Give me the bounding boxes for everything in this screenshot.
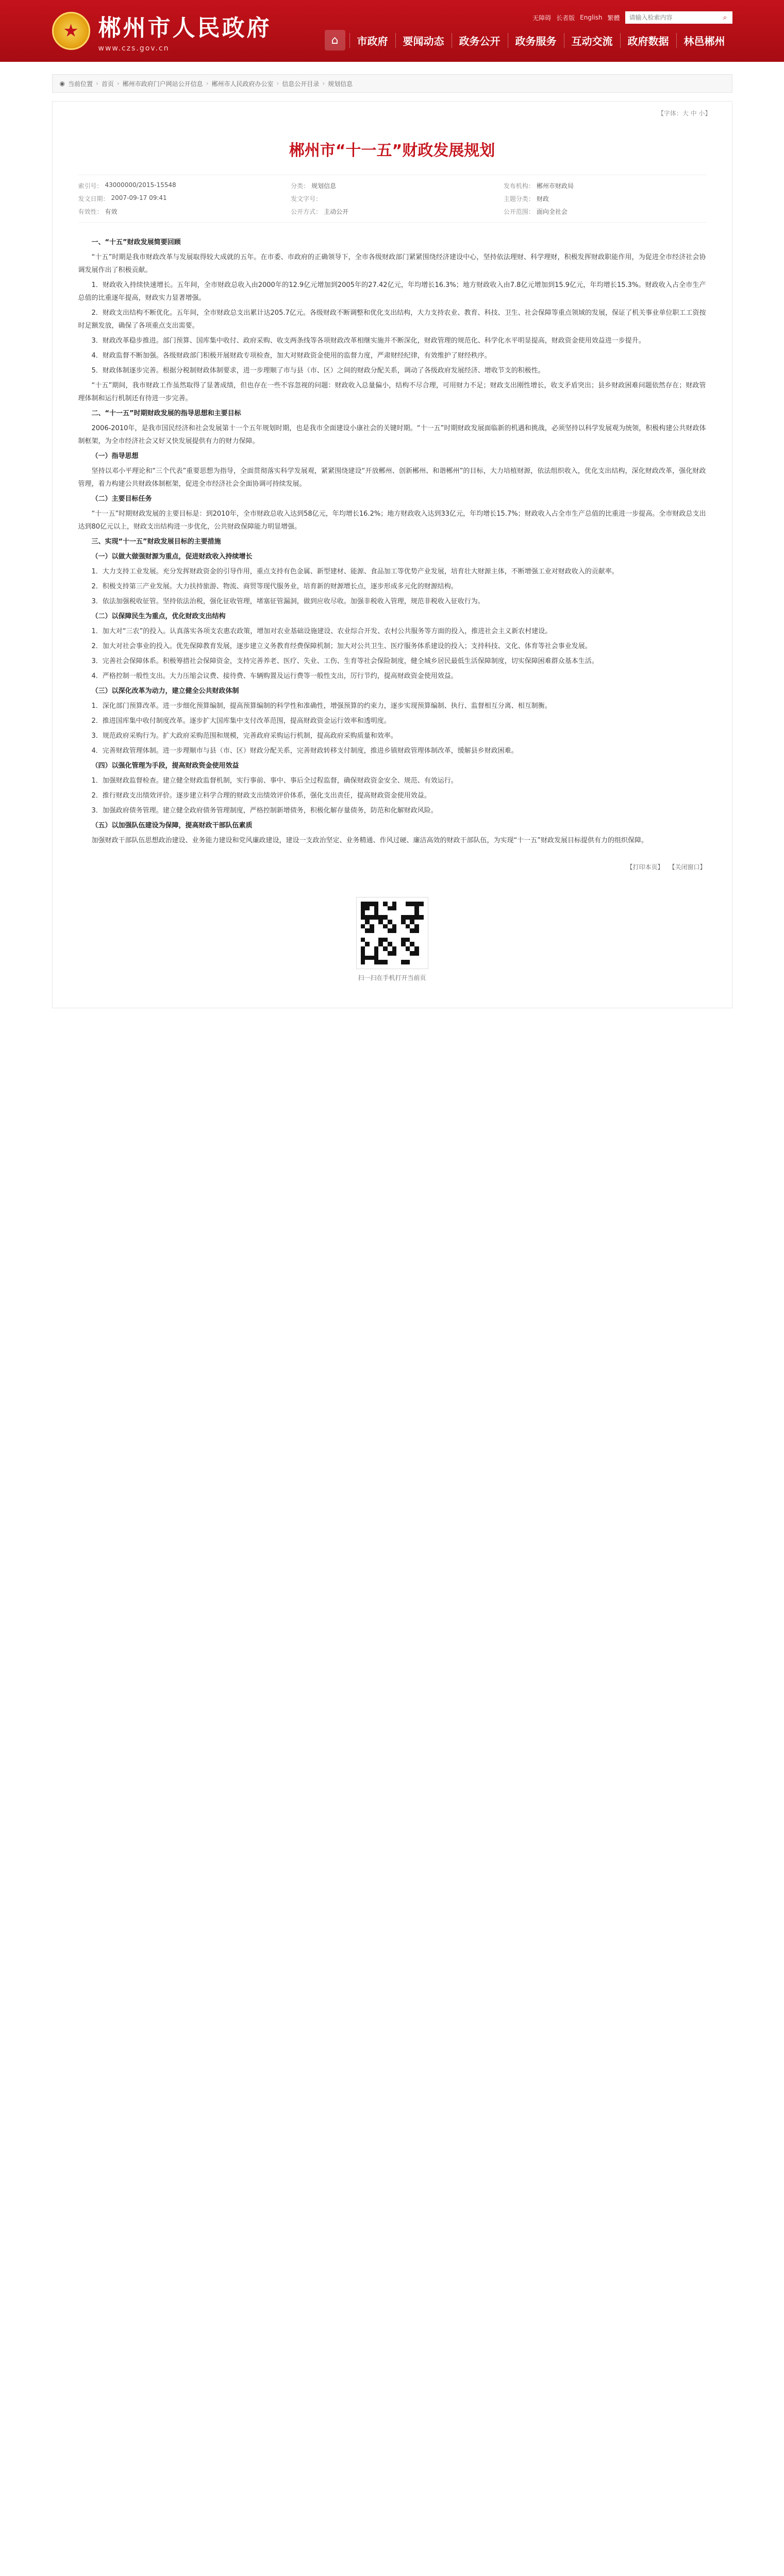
close-window-button[interactable]: 【关闭窗口】 [669,863,706,871]
search-input[interactable] [625,11,718,24]
paragraph: “十一五”时期财政发展的主要目标是：到2010年，全市财政总收入达到58亿元，年均增长16.2%；地方财政收入达到33亿元，年均增长15.7%；财政收入占全市生产总值的比重进一步提高。全市财政总支出达到80亿元以上，财政支出结构进一步优化，公共财政保障能力明显增强。 [78,510,706,531]
paragraph: 3．加强政府债务管理。建立健全政府债务管理制度，严格控制新增债务，积极化解存量债务，防范和化解财政风险。 [91,807,438,815]
nav-item-government[interactable]: 市政府 [349,33,395,48]
breadcrumb-catalog[interactable]: 信息公开目录 [282,80,320,88]
meta-key: 分类： [291,182,310,190]
article-body [78,236,706,847]
site-name: 郴州市人民政府 [98,15,272,41]
section-heading: （二）主要目标任务 [91,495,152,503]
link-english[interactable]: English [580,14,603,21]
meta-row [504,194,706,203]
paragraph: 2．财政支出结构不断优化。五年间，全市财政总支出累计达205.7亿元。各级财政不断调整和优化支出结构，大力支持农业、教育、科技、卫生、社会保障等重点领域的发展，保证了机关事业单位职工工资按时足额发放，确保了各项重点支出需要。 [78,309,706,330]
meta-row [78,207,281,216]
section-heading: （四）以强化管理为手段，提高财政资金使用效益 [91,762,239,770]
paragraph: 1．加强财政监督检查。建立健全财政监督机制，实行事前、事中、事后全过程监督，确保财政资金安全、规范、有效运行。 [91,777,458,785]
paragraph: 5．财政体制逐步完善。根据分税制财政体制要求，进一步理顺了市与县（市、区）之间的财政分配关系，调动了各级政府发展经济、增收节支的积极性。 [91,367,545,375]
section-heading: （五）以加强队伍建设为保障，提高财政干部队伍素质 [91,822,253,829]
meta-row [78,181,281,190]
section-heading: 二、“十一五”时期财政发展的指导思想和主要目标 [91,410,241,417]
paragraph: 2006-2010年，是我市国民经济和社会发展第十一个五年规划时期，也是我市全面建设小康社会的关键时期。“十一五”时期财政发展面临新的机遇和挑战，必须坚持以科学发展观为统领，积极构建公共财政体制框架，为全市经济社会又好又快发展提供有力的财力保障。 [78,425,706,445]
breadcrumb-office[interactable]: 郴州市人民政府办公室 [211,80,274,88]
meta-key: 发文字号： [291,195,322,202]
meta-value: 有效 [105,208,118,215]
section-heading: （三）以深化改革为动力，建立健全公共财政体制 [91,687,239,695]
meta-value: 郴州市财政局 [536,182,574,190]
section-heading: （二）以保障民生为重点，优化财政支出结构 [91,613,226,620]
header-search [625,11,732,24]
meta-key: 索引号： [78,182,103,190]
paragraph: 2．积极支持第三产业发展。大力扶持旅游、物流、商贸等现代服务业，培育新的财源增长点，逐步形成多元化的财源结构。 [91,583,458,590]
paragraph: 1．深化部门预算改革。进一步细化预算编制，提高预算编制的科学性和准确性，增强预算的约束力，逐步实现预算编制、执行、监督相互分离、相互制衡。 [91,702,552,710]
site-domain: www.czs.gov.cn [98,44,170,53]
article-title: 郴州市“十一五”财政发展规划 [289,142,495,160]
paragraph: “十五”期间，我市财政工作虽然取得了显著成绩，但也存在一些不容忽视的问题：财政收入总量偏小，结构不尽合理，可用财力不足；财政支出刚性增长，收支矛盾突出；县乡财政困难问题依然存在；财政管理体制和运行机制还有待进一步完善。 [78,382,706,402]
nav-item-linyi[interactable]: 林邑郴州 [676,33,732,48]
link-accessibility[interactable]: 无障碍 [532,14,552,22]
paragraph: 2．推行财政支出绩效评价。逐步建立科学合理的财政支出绩效评价体系，强化支出责任，提高财政资金使用效益。 [91,792,431,800]
meta-value: 面向全社会 [536,208,568,215]
home-icon[interactable]: ⌂ [325,30,345,50]
search-button[interactable] [718,11,732,24]
meta-value: 规划信息 [311,182,337,190]
paragraph: 1．加大对“三农”的投入。认真落实各项支农惠农政策，增加对农业基础设施建设、农业综合开发、农村公共服务等方面的投入，推进社会主义新农村建设。 [91,628,552,635]
qr-code [356,897,428,969]
header-links [532,11,732,24]
section-heading: （一）指导思想 [91,452,139,460]
breadcrumb: ◉ 当前位置 › 首页 › 郴州市政府门户网站公开信息 › 郴州市人民政府办公室 › 信息公开目录 › 规划信息 [52,74,732,93]
meta-key: 有效性： [78,208,103,215]
meta-row [504,207,706,216]
font-size-tools[interactable]: 【字体：大 中 小】 [657,110,711,117]
meta-key: 公开范围： [503,208,535,215]
article-container [52,101,732,1008]
section-heading: （一）以做大做强财源为重点，促进财政收入持续增长 [91,553,253,561]
section-heading: 三、实现“十一五”财政发展目标的主要措施 [91,538,221,546]
breadcrumb-current[interactable]: 规划信息 [328,80,353,88]
paragraph: 坚持以邓小平理论和“三个代表”重要思想为指导，全面贯彻落实科学发展观，紧紧围绕建设“开放郴州、创新郴州、和谐郴州”的目标，大力培植财源，依法组织收入，优化支出结构，深化财政改革，强化财政管理，着力构建公共财政体制框架，促进全市经济社会全面协调可持续发展。 [78,467,706,488]
link-traditional[interactable]: 繁體 [607,14,620,22]
meta-value: 主动公开 [324,208,349,215]
qr-caption: 扫一扫在手机打开当前页 [358,974,426,981]
print-button[interactable]: 【打印本页】 [626,863,664,871]
meta-value: 43000000/2015-15548 [105,181,176,189]
paragraph: 2．推进国库集中收付制度改革。逐步扩大国库集中支付改革范围，提高财政资金运行效率和透明度。 [91,717,391,725]
breadcrumb-home[interactable]: 首页 [101,80,114,88]
paragraph: 3．依法加强税收征管。坚持依法治税，强化征收管理，堵塞征管漏洞，做到应收尽收。加强非税收入管理，规范非税收入征收行为。 [91,598,485,605]
site-header [0,0,784,62]
breadcrumb-label: 当前位置 [68,80,93,88]
paragraph: “十五”时期是我市财政改革与发展取得较大成就的五年。在市委、市政府的正确领导下，全市各级财政部门紧紧围绕经济建设中心，坚持依法理财、科学理财，积极发挥财政职能作用，为促进全市经济社会协调发展作出了积极贡献。 [78,253,706,274]
paragraph: 1．财政收入持续快速增长。五年间，全市财政总收入由2000年的12.9亿元增加到2005年的27.42亿元，年均增长16.3%；地方财政收入由7.8亿元增加到15.9亿元，年均增长15.3%。财政收入占全市生产总值的比重逐年提高，财政实力显著增强。 [78,281,706,302]
paragraph: 4．严格控制一般性支出。大力压缩会议费、接待费、车辆购置及运行费等一般性支出，厉行节约，提高财政资金使用效益。 [91,672,458,680]
link-elderly[interactable]: 长者版 [556,14,575,22]
nav-item-news[interactable]: 要闻动态 [395,33,452,48]
meta-key: 发布机构： [503,182,535,190]
meta-value: 2007-09-17 09:41 [111,194,167,201]
meta-row [78,194,281,203]
nav-item-data[interactable]: 政府数据 [620,33,676,48]
search-icon: ⌕ [723,13,727,21]
site-brand[interactable] [52,9,272,53]
main-nav [325,30,732,50]
paragraph: 1．大力支持工业发展。充分发挥财政资金的引导作用，重点支持有色金属、新型建材、能源、食品加工等优势产业发展，培育壮大财源主体，不断增强工业对财政收入的贡献率。 [91,568,619,575]
paragraph: 3．完善社会保障体系。积极筹措社会保障资金，支持完善养老、医疗、失业、工伤、生育等社会保险制度，健全城乡居民最低生活保障制度，切实保障困难群众基本生活。 [91,657,598,665]
location-icon: ◉ [59,80,65,87]
meta-key: 公开方式： [291,208,322,215]
paragraph: 4．财政监督不断加强。各级财政部门积极开展财政专项检查，加大对财政资金使用的监督力度，严肃财经纪律，有效维护了财经秩序。 [91,352,491,360]
national-emblem-icon: ★ [52,12,90,50]
meta-row [291,181,493,190]
meta-row [504,181,706,190]
nav-item-services[interactable]: 政务服务 [508,33,564,48]
paragraph: 4．完善财政管理体制。进一步理顺市与县（市、区）财政分配关系，完善财政转移支付制度，推进乡镇财政管理体制改革，缓解县乡财政困难。 [91,747,518,755]
article-tools [78,862,706,871]
paragraph: 3．规范政府采购行为。扩大政府采购范围和规模，完善政府采购运行机制，提高政府采购质量和效率。 [91,732,397,740]
meta-value: 财政 [536,195,549,202]
breadcrumb-portal[interactable]: 郴州市政府门户网站公开信息 [122,80,203,88]
paragraph: 加强财政干部队伍思想政治建设、业务能力建设和党风廉政建设，建设一支政治坚定、业务精通、作风过硬、廉洁高效的财政干部队伍，为实现“十一五”财政发展目标提供有力的组织保障。 [91,837,648,844]
meta-row [291,194,493,203]
meta-key: 发文日期： [78,195,109,202]
meta-key: 主题分类： [503,195,535,202]
article-meta [78,175,706,223]
qr-code-box [356,897,428,982]
paragraph: 2．加大对社会事业的投入。优先保障教育发展，逐步建立义务教育经费保障机制；加大对公共卫生、医疗服务体系建设的投入；支持科技、文化、体育等社会事业发展。 [91,642,592,650]
nav-item-interaction[interactable]: 互动交流 [564,33,620,48]
section-heading: 一、“十五”财政发展简要回顾 [91,239,181,246]
paragraph: 3．财政改革稳步推进。部门预算、国库集中收付、政府采购、收支两条线等各项财政改革相继实施并不断深化，财政管理的规范化、科学化水平明显提高，财政资金使用效益进一步提升。 [91,337,645,345]
meta-row [291,207,493,216]
nav-item-open-gov[interactable]: 政务公开 [452,33,508,48]
